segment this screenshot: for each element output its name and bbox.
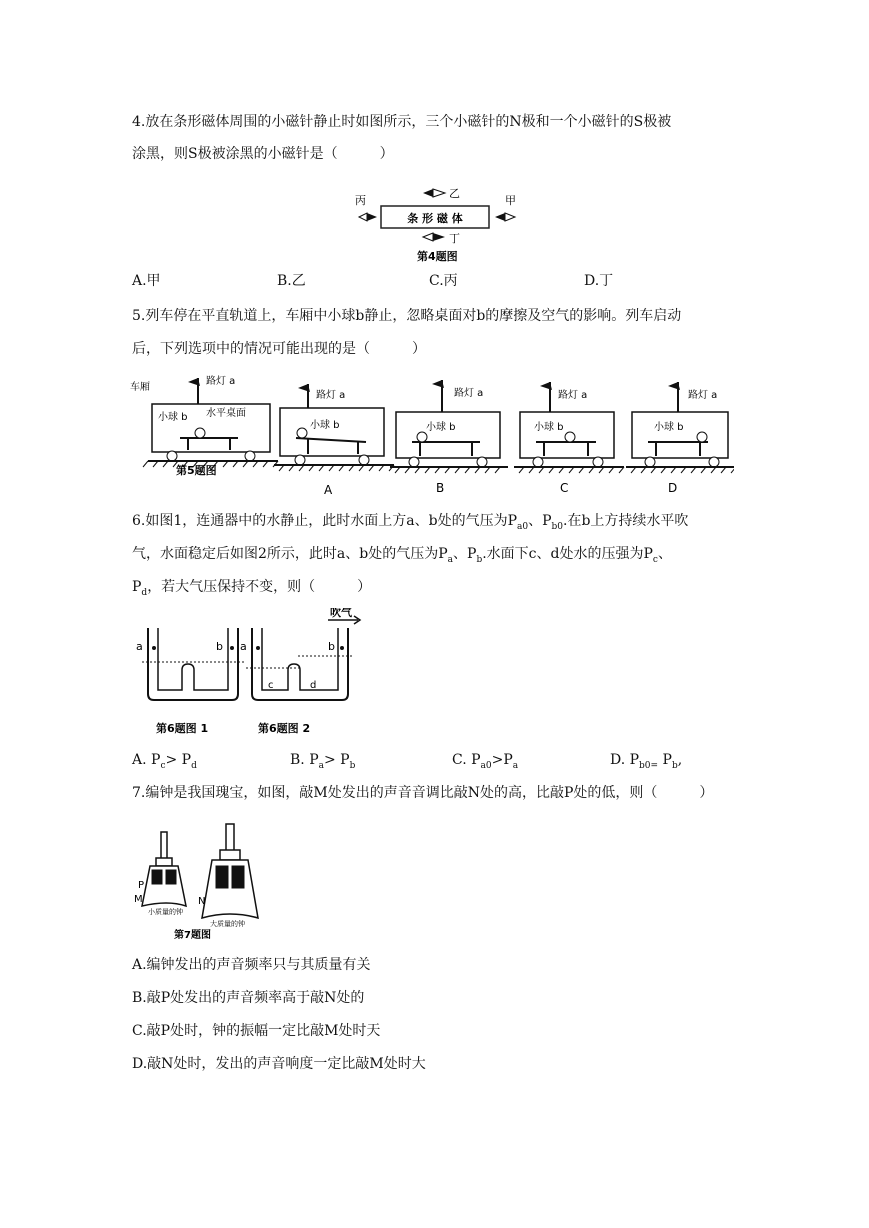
- panel-letter-c: C: [560, 481, 569, 495]
- small-bell: [142, 832, 186, 906]
- small-bell-label: 小质量的钟: [148, 908, 183, 916]
- svg-text:水平桌面: 水平桌面: [206, 408, 246, 419]
- large-bell: [202, 824, 258, 918]
- q6-figure-2: [246, 616, 360, 700]
- large-bell-label: 大质量的钟: [210, 920, 245, 928]
- q7-figure: [132, 822, 272, 942]
- q6-fig1-caption: 第6题图 1: [156, 722, 209, 735]
- q7-caption: 第7题图: [174, 930, 211, 941]
- needle-yi: [423, 189, 433, 197]
- svg-text:c: c: [268, 680, 274, 691]
- svg-text:N: N: [198, 896, 206, 907]
- q6-stem-line3: $P_d$，若大气压保持不变，则（ ）: [132, 579, 372, 598]
- q5-stem-line1: 5.列车停在平直轨道上，车厢中小球b静止，忽略桌面对b的摩擦及空气的影响。列车启动: [132, 308, 682, 324]
- q4-option-b: B.乙: [277, 273, 306, 289]
- label-yi: 乙: [449, 187, 460, 200]
- panel-letter-b: B: [436, 481, 445, 495]
- q4-option-a: A.甲: [132, 273, 161, 289]
- q5-panel-c: [514, 382, 624, 495]
- svg-text:小球 b: 小球 b: [534, 422, 564, 433]
- needle-ding: [423, 233, 433, 241]
- svg-text:M: M: [134, 894, 143, 905]
- q5-stem-line2: 后，下列选项中的情况可能出现的是（ ）: [132, 341, 426, 357]
- svg-text:a: a: [136, 640, 143, 653]
- svg-text:小球 b: 小球 b: [310, 420, 340, 431]
- carriage-label: 车厢: [130, 382, 150, 393]
- svg-text:路灯 a: 路灯 a: [558, 390, 588, 401]
- q7-option-a: A.编钟发出的声音频率只与其质量有关: [132, 957, 371, 973]
- q7-option-c: C.敲P处时，钟的振幅一定比敲M处时天: [132, 1023, 381, 1039]
- q6-option-c: C. $P_{a0}>P_a$: [452, 752, 519, 771]
- q5-panel-a: [274, 384, 394, 497]
- svg-text:路灯 a: 路灯 a: [206, 376, 236, 387]
- blow-label: 吹气: [330, 608, 352, 619]
- q7-stem-line1: 7.编钟是我国瑰宝，如图，敲M处发出的声音音调比敲N处的高，比敲P处的低，则（ ）: [132, 785, 714, 801]
- svg-text:小球 b: 小球 b: [158, 412, 188, 423]
- svg-text:小球 b: 小球 b: [654, 422, 684, 433]
- label-ding: 丁: [449, 232, 460, 245]
- q5-panel-reference: [130, 374, 278, 477]
- q4-stem-line2: 涂黑，则S极被涂黑的小磁针是（ ）: [132, 146, 394, 162]
- svg-text:路灯 a: 路灯 a: [454, 388, 484, 399]
- q5-panel-b: [390, 380, 508, 495]
- magnet-label: 条 形 磁 体: [407, 212, 463, 225]
- needle-bing: [359, 213, 367, 221]
- panel-letter-d: D: [668, 481, 678, 495]
- q4-stem-line1: 4.放在条形磁体周围的小磁针静止时如图所示，三个小磁针的N极和一个小磁针的S极被: [132, 114, 672, 130]
- svg-text:路灯 a: 路灯 a: [316, 390, 346, 401]
- q4-option-d: D.丁: [584, 273, 614, 289]
- q4-option-c: C.丙: [429, 273, 458, 289]
- svg-text:d: d: [310, 680, 317, 691]
- q5-caption: 第5题图: [176, 464, 217, 477]
- q6-stem-line1: 6.如图1，连通器中的水静止，此时水面上方a、b处的气压为$P_{a0}$、$P_{b0}$.在b上方持续水平吹: [132, 513, 689, 532]
- q7-option-b: B.敲P处发出的声音频率高于敲N处的: [132, 990, 365, 1006]
- svg-text:b: b: [216, 640, 223, 653]
- q4-caption: 第4题图: [417, 250, 458, 263]
- svg-text:a: a: [240, 640, 247, 653]
- q6-option-b: B. $P_a> P_b$: [290, 752, 356, 771]
- panel-letter-a: A: [324, 483, 333, 497]
- label-bing: 丙: [355, 194, 366, 207]
- svg-text:b: b: [328, 640, 335, 653]
- svg-text:P: P: [138, 880, 145, 891]
- q6-figure: [132, 608, 367, 740]
- q6-option-a: A. $P_c> P_d$: [132, 752, 197, 771]
- svg-text:路灯 a: 路灯 a: [688, 390, 718, 401]
- q5-panel-d: [626, 382, 734, 495]
- q7-option-d: D.敲N处时，发出的声音响度一定比敲M处时大: [132, 1056, 426, 1072]
- q6-figure-1: [142, 628, 244, 700]
- q6-fig2-caption: 第6题图 2: [258, 722, 311, 735]
- q5-figure: [128, 372, 734, 500]
- q4-figure: [345, 180, 535, 266]
- q6-stem-line2: 气，水面稳定后如图2所示，此时a、b处的气压为$P_a$、$P_b$.水面下c、d处水的压强为$P_c$、: [132, 546, 672, 565]
- q6-option-d: D. $P_{b0=}$ $P_b$,: [610, 752, 683, 771]
- needle-jia: [495, 213, 505, 221]
- label-jia: 甲: [505, 194, 516, 207]
- svg-text:小球 b: 小球 b: [426, 422, 456, 433]
